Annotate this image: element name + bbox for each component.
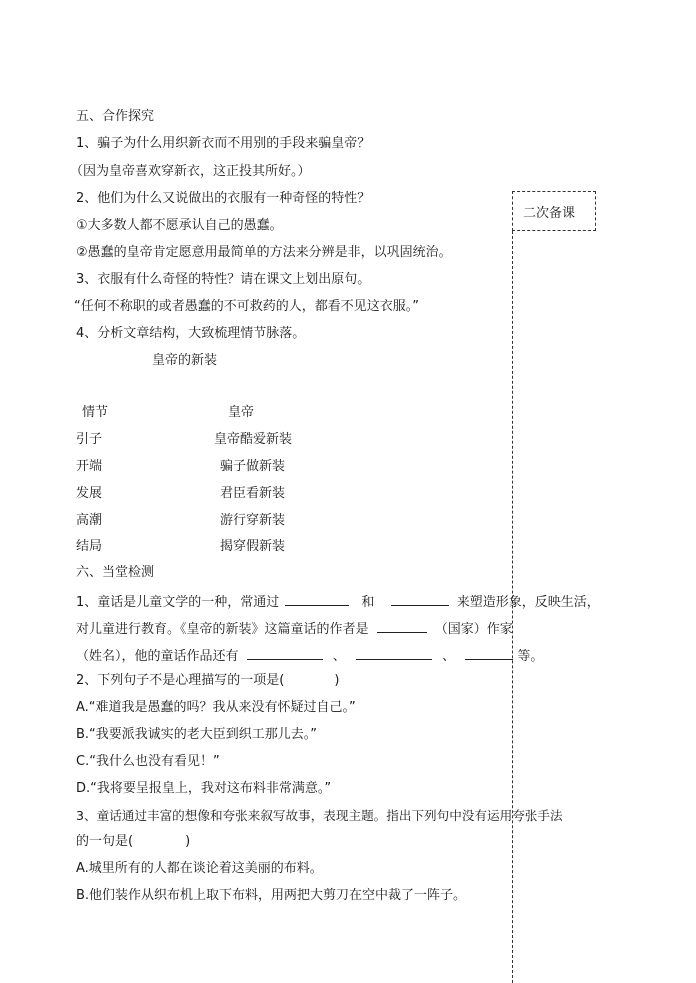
outline-emperor: 君臣看新装: [220, 486, 286, 501]
question-text: 、: [442, 649, 456, 664]
question-3-line-1: 3、童话通过丰富的想像和夸张来叙写故事，表现主题。指出下列句中没有运用夸张手法: [76, 808, 563, 823]
question-3-line-2: [76, 833, 190, 851]
question-2-stem: [76, 672, 339, 690]
question-text: （国家）作家: [434, 622, 513, 637]
question-text: （姓名），他的童话作品还有: [76, 649, 239, 664]
section5-heading: 五、合作探究: [76, 109, 155, 124]
outline-header-emperor: 皇帝: [228, 405, 255, 420]
answer-blank[interactable]: [285, 591, 349, 606]
question-text: ): [334, 673, 340, 688]
question-2: 2、他们为什么又说做出的衣服有一种奇怪的特性？: [76, 191, 371, 206]
answer-3: “任何不称职的或者愚蠢的不可救药的人，都看不见这衣服。”: [74, 299, 419, 314]
question-text: 来塑造形象，反映生活，: [456, 595, 600, 610]
sidebar-box: [512, 191, 596, 231]
outline-plot: 高潮: [76, 513, 103, 528]
outline-emperor: 皇帝酷爱新装: [214, 432, 293, 447]
question-3: 3、衣服有什么奇怪的特性？请在课文上划出原句。: [76, 272, 371, 287]
sidebar-label: 二次备课: [523, 206, 576, 221]
question-text: 等。: [517, 649, 544, 664]
question-1: 1、骗子为什么用织新衣而不用别的手段来骗皇帝？: [76, 136, 371, 151]
fill-question-1-line-2: [76, 618, 513, 639]
answer-1: （因为皇帝喜欢穿新衣，这正投其所好。）: [70, 164, 311, 179]
answer-2-item-1: ①大多数人都不愿承认自己的愚蠢。: [76, 218, 283, 233]
fill-question-1-line-3: [76, 645, 543, 666]
question-text: 和: [361, 595, 375, 610]
question-text: 对儿童进行教育。《皇帝的新装》这篇童话的作者是: [76, 622, 369, 637]
option-b: B.他们装作从织布机上取下布料，用两把大剪刀在空中裁了一阵子。: [76, 888, 467, 903]
question-text: 、: [332, 649, 346, 664]
outline-plot: 发展: [76, 486, 103, 501]
option-a: A.城里所有的人都在谈论着这美丽的布料。: [76, 861, 323, 876]
fill-question-1-line-1: [76, 591, 600, 612]
answer-blank[interactable]: [356, 645, 432, 660]
option-d: D.“我将要呈报皇上，我对这布料非常满意。”: [76, 781, 332, 796]
outline-emperor: 骗子做新装: [220, 459, 286, 474]
outline-title: 皇帝的新装: [152, 353, 218, 368]
outline-emperor: 揭穿假新装: [220, 539, 286, 554]
answer-blank[interactable]: [465, 645, 513, 660]
section6-heading: 六、当堂检测: [76, 565, 155, 580]
question-text: 1、童话是儿童文学的一种，常通过: [76, 595, 280, 610]
answer-blank[interactable]: [247, 645, 323, 660]
answer-blank[interactable]: [391, 591, 449, 606]
question-text: 2、下列句子不是心理描写的一项是(: [76, 673, 285, 688]
outline-emperor: 游行穿新装: [220, 513, 286, 528]
option-c: C.“我什么也没有看见！”: [76, 754, 220, 769]
answer-2-item-2: ②愚蠢的皇帝肯定愿意用最简单的方法来分辨是非，以巩固统治。: [76, 245, 452, 260]
option-a: A.“难道我是愚蠢的吗？我从来没有怀疑过自己。”: [76, 700, 356, 715]
question-4: 4、分析文章结构，大致梳理情节脉落。: [76, 326, 306, 341]
outline-plot: 结局: [76, 539, 103, 554]
outline-plot: 引子: [76, 432, 103, 447]
question-text: ): [185, 834, 191, 849]
question-text: 的一句是(: [76, 834, 134, 849]
option-b: B.“我要派我诚实的老大臣到织工那儿去。”: [76, 727, 318, 742]
answer-blank[interactable]: [377, 618, 427, 633]
outline-header-plot: 情节: [82, 405, 109, 420]
outline-plot: 开端: [76, 459, 103, 474]
